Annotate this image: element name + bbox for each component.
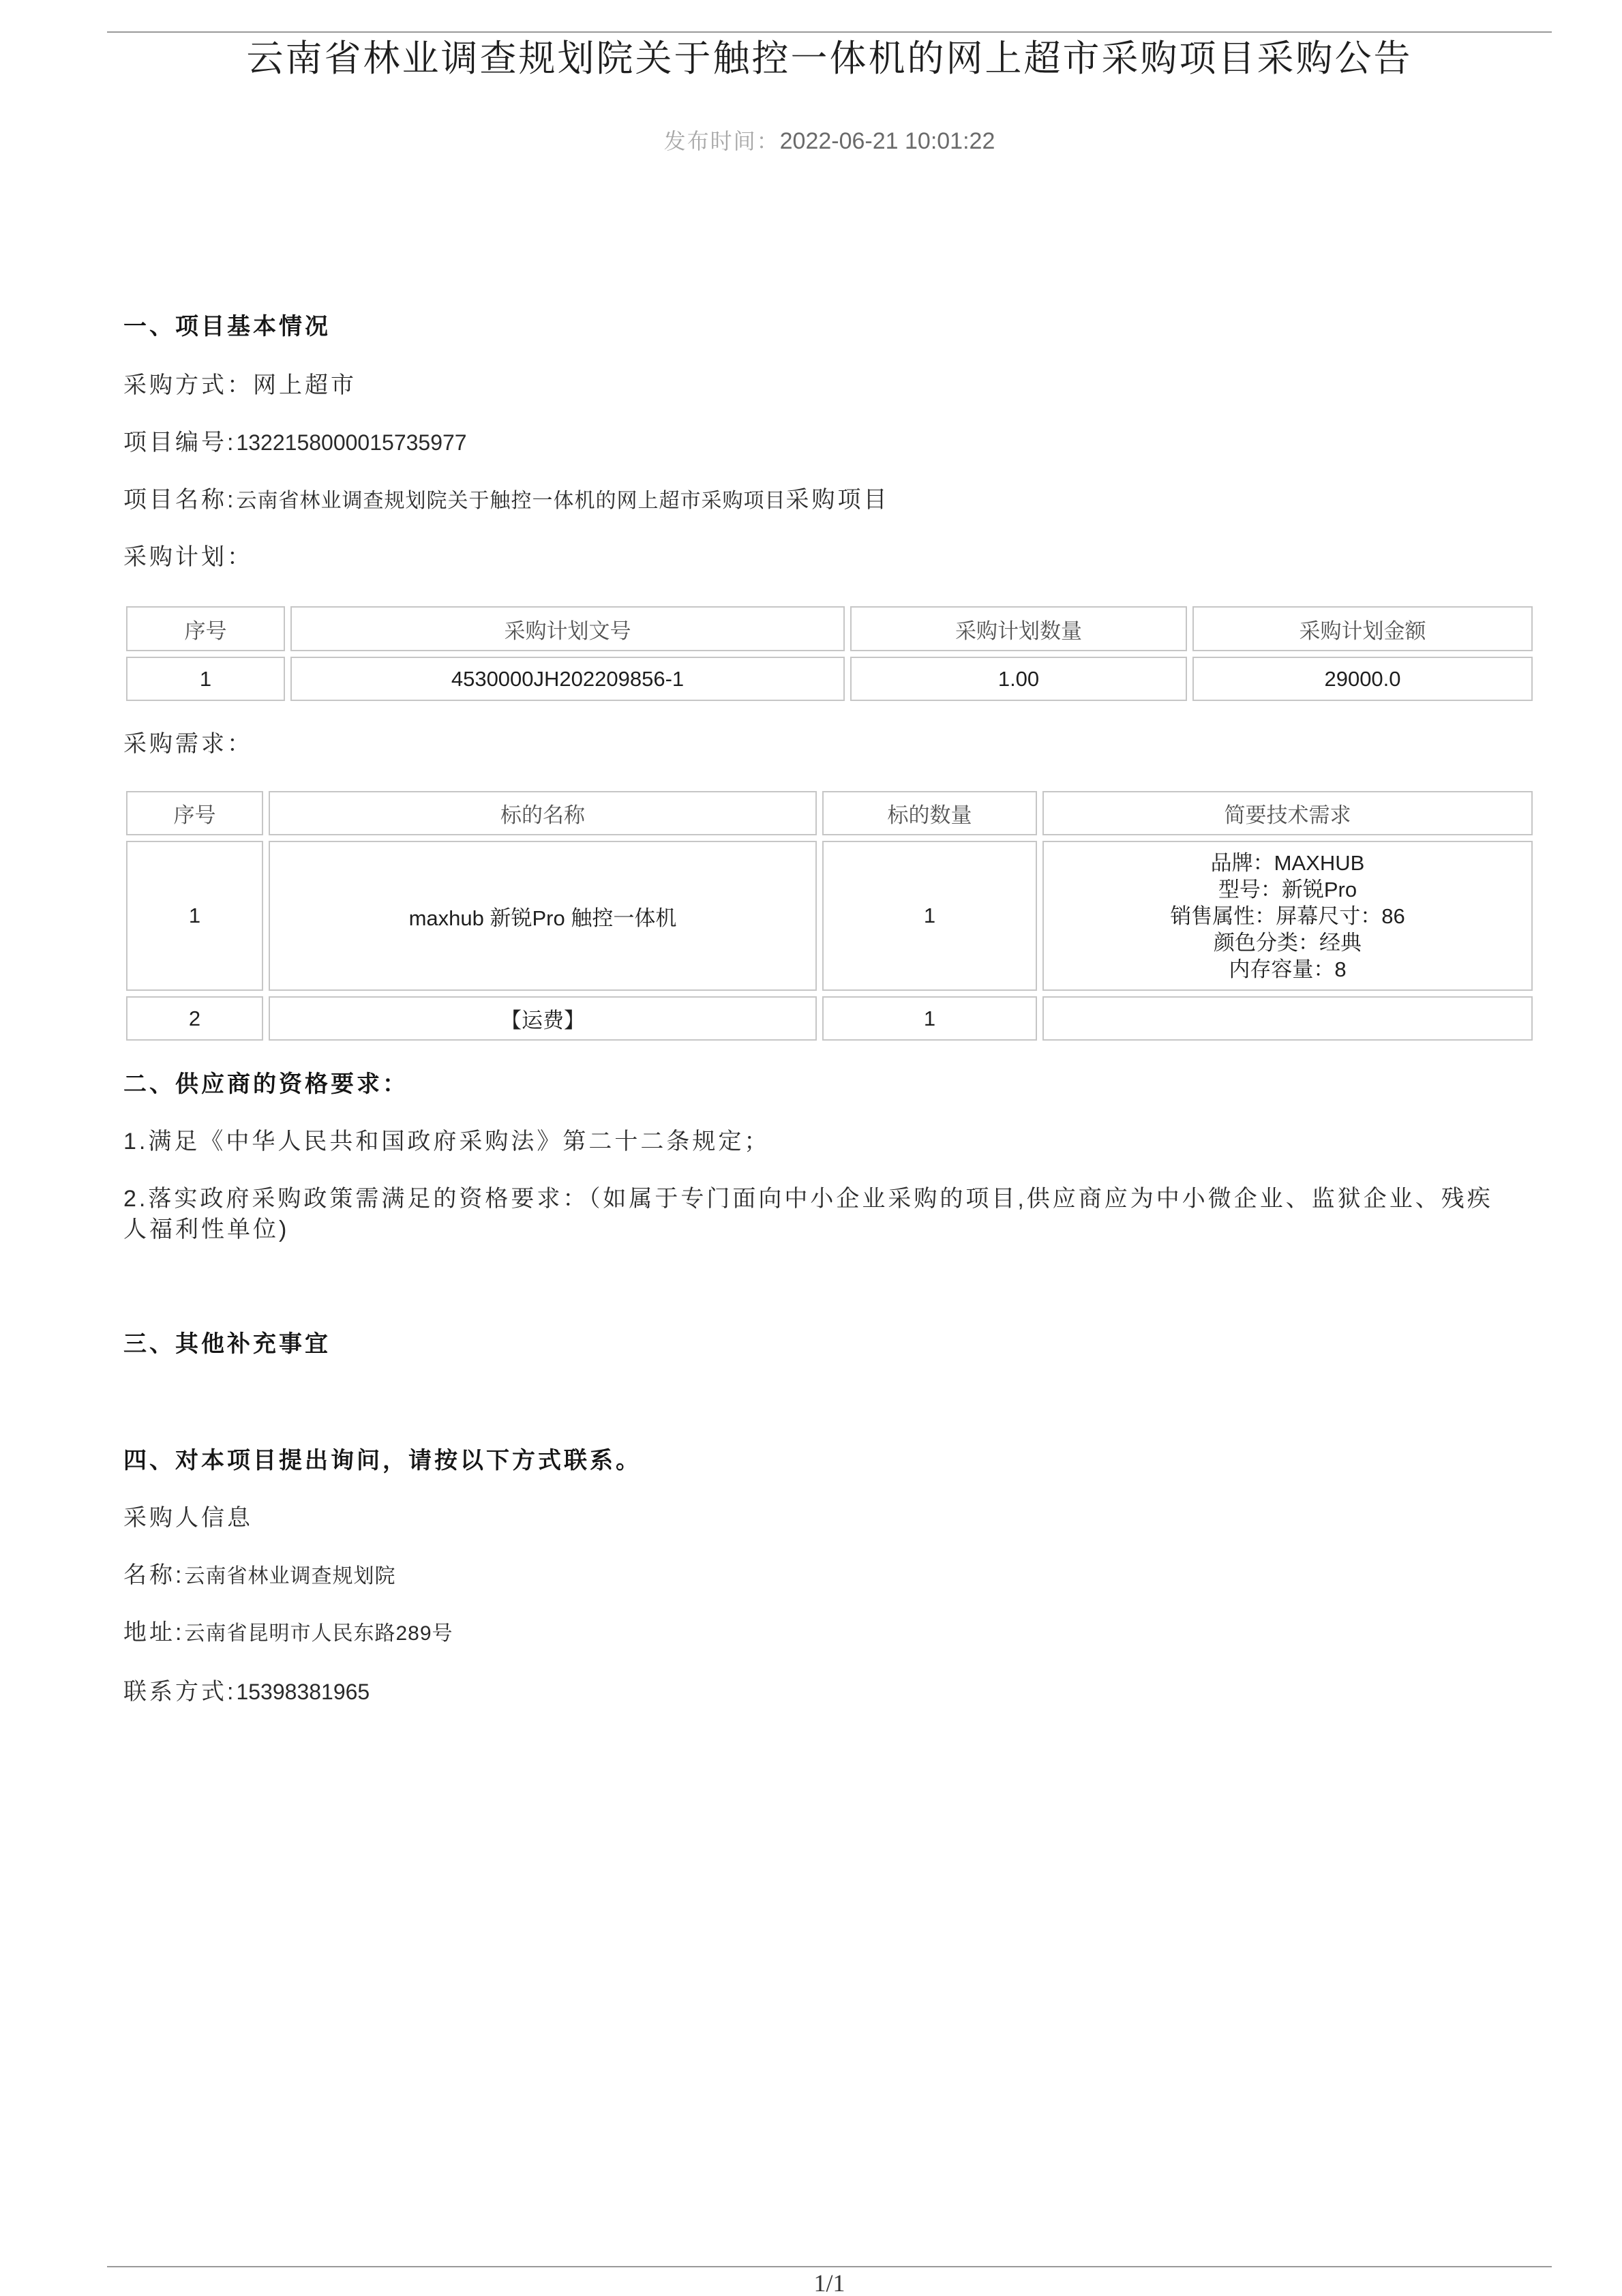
bottom-divider [107,2266,1552,2267]
qualification-item: 2.落实政府采购政策需满足的资格要求：（如属于专门面向中小企业采购的项目,供应商应为中小微企业、监狱企业、残疾 人福利性单位) [123,1186,1493,1242]
purchaser-name-row [123,1558,395,1592]
procurement-plan-label: 采购计划： [123,544,253,570]
purchaser-contact-label: 联系方式: [123,1679,237,1705]
cell-plan-amount: 29000.0 [1192,657,1533,701]
page-title: 云南省林业调查规划院关于触控一体机的网上超市采购项目采购公告 [246,38,1413,79]
purchaser-info-label: 采购人信息 [123,1505,253,1531]
spec-line-memory: 内存容量：8 [1229,957,1347,981]
publish-time-label: 发布时间： [663,129,780,153]
cell-item-name: maxhub 新锐Pro 触控一体机 [269,841,817,991]
cell-item-quantity: 1 [822,841,1037,991]
spec-line-brand: 品牌：MAXHUB [1210,850,1365,875]
purchaser-address-value: 云南省昆明市人民东路289号 [184,1622,453,1645]
table-row [126,657,1533,701]
publish-time-value: 2022-06-21 10:01:22 [779,128,995,154]
project-name-label: 项目名称: [123,487,237,513]
section-heading-basic-info: 一、项目基本情况 [123,314,331,340]
cell-item-quantity: 1 [822,996,1037,1041]
cell-plan-quantity: 1.00 [850,657,1187,701]
procurement-method-value: 网上超市 [253,372,357,398]
publish-time-row [107,126,1552,156]
top-divider [107,31,1552,33]
procurement-plan-table [121,601,1538,706]
table-row [126,996,1533,1041]
section-heading-other-matters: 三、其他补充事宜 [123,1331,331,1357]
header-cell-plan-amount: 采购计划金额 [1192,606,1533,651]
purchaser-address-row [123,1615,453,1650]
project-name-suffix: 采购项目 [785,487,890,513]
purchaser-address-label: 地址: [123,1620,185,1645]
spec-line-color: 颜色分类：经典 [1214,930,1362,955]
header-cell-item-quantity: 标的数量 [822,791,1037,835]
project-number-value: 1322158000015735977 [236,430,467,455]
page-number: 1/1 [813,2269,845,2296]
table-header-row [126,606,1533,651]
purchaser-name-label: 名称: [123,1562,185,1588]
cell-item-name: 【运费】 [269,996,817,1041]
spec-line-screen-size: 销售属性：屏幕尺寸：86 [1170,904,1405,928]
qualification-item: 1.满足《中华人民共和国政府采购法》第二十二条规定； [123,1129,770,1154]
header-cell-plan-quantity: 采购计划数量 [850,606,1187,651]
procurement-method-row [123,368,357,402]
cell-serial-no: 2 [126,996,263,1041]
procurement-method-label: 采购方式： [123,372,253,398]
header-cell-tech-requirements: 简要技术需求 [1042,791,1533,835]
purchaser-contact-value: 15398381965 [236,1680,370,1704]
cell-serial-no: 1 [126,657,285,701]
purchaser-contact-row [123,1675,370,1709]
section-heading-contact: 四、对本项目提出询问，请按以下方式联系。 [123,1448,642,1474]
header-cell-plan-number: 采购计划文号 [290,606,845,651]
cell-plan-number: 4530000JH202209856-1 [290,657,845,701]
header-cell-serial-no: 序号 [126,791,263,835]
header-cell-item-name: 标的名称 [269,791,817,835]
project-name-value: 云南省林业调查规划院关于触控一体机的网上超市采购项目 [236,490,786,512]
project-number-row [123,426,467,460]
purchaser-name-value: 云南省林业调查规划院 [184,1565,396,1587]
project-name-row [123,483,889,517]
procurement-demand-label: 采购需求： [123,731,253,757]
cell-tech-requirements [1042,841,1533,991]
project-number-label: 项目编号: [123,430,237,456]
procurement-demand-table [121,786,1538,1046]
section-heading-supplier-qualifications: 二、供应商的资格要求： [123,1071,408,1097]
spec-line-model: 型号：新锐Pro [1218,877,1357,901]
table-header-row [126,791,1533,835]
cell-tech-requirements [1042,996,1533,1041]
header-cell-serial-no: 序号 [126,606,285,651]
cell-serial-no: 1 [126,841,263,991]
table-row [126,841,1533,991]
